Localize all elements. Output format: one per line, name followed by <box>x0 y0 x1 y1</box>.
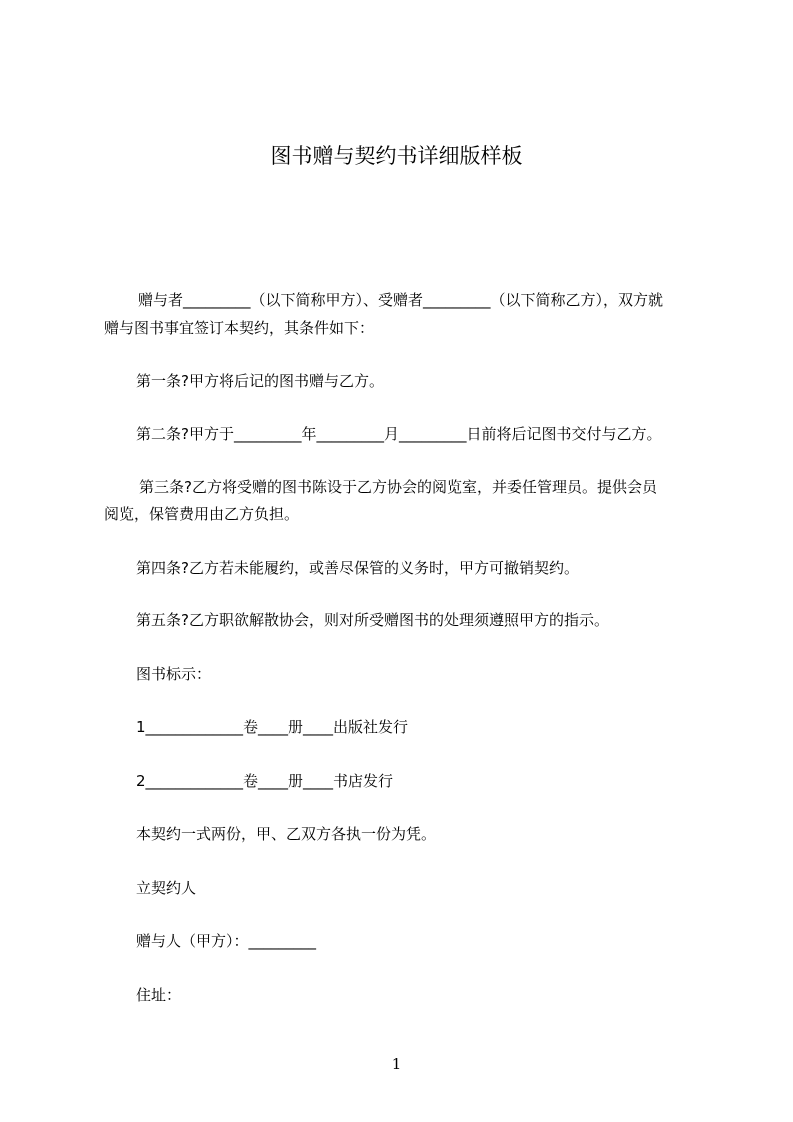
article-3-line-1: 第三条?乙方将受赠的图书陈设于乙方协会的阅览室，并委任管理员。提供会员 <box>139 478 657 496</box>
article-5: 第五条?乙方职欲解散协会，则对所受赠图书的处理须遵照甲方的指示。 <box>136 611 609 629</box>
book-item-1: 1_____________卷____册____出版社发行 <box>136 718 409 736</box>
page-number: 1 <box>391 1055 402 1073</box>
donor-field: 赠与人（甲方）：_________ <box>136 932 317 950</box>
article-3-line-2: 阅览，保管费用由乙方负担。 <box>104 505 300 523</box>
copies-clause: 本契约一式两份，甲、乙双方各执一份为凭。 <box>136 825 437 843</box>
address-field: 住址： <box>136 986 182 1004</box>
intro-line-1: 赠与者_________（以下简称甲方）、受赠者_________（以下简称乙方），双方就 <box>138 291 664 309</box>
book-item-2: 2_____________卷____册____书店发行 <box>136 772 394 790</box>
signatories-heading: 立契约人 <box>136 879 197 897</box>
article-4: 第四条?乙方若未能履约，或善尽保管的义务时，甲方可撤销契约。 <box>136 559 579 577</box>
article-1: 第一条?甲方将后记的图书赠与乙方。 <box>136 372 384 390</box>
article-2: 第二条?甲方于_________年_________月_________日前将后记图书交付与乙方。 <box>136 425 662 443</box>
intro-line-2: 赠与图书事宜签订本契约，其条件如下： <box>104 319 375 337</box>
page-title: 图书赠与契约书详细版样板 <box>270 144 523 168</box>
book-list-heading: 图书标示： <box>136 665 212 683</box>
